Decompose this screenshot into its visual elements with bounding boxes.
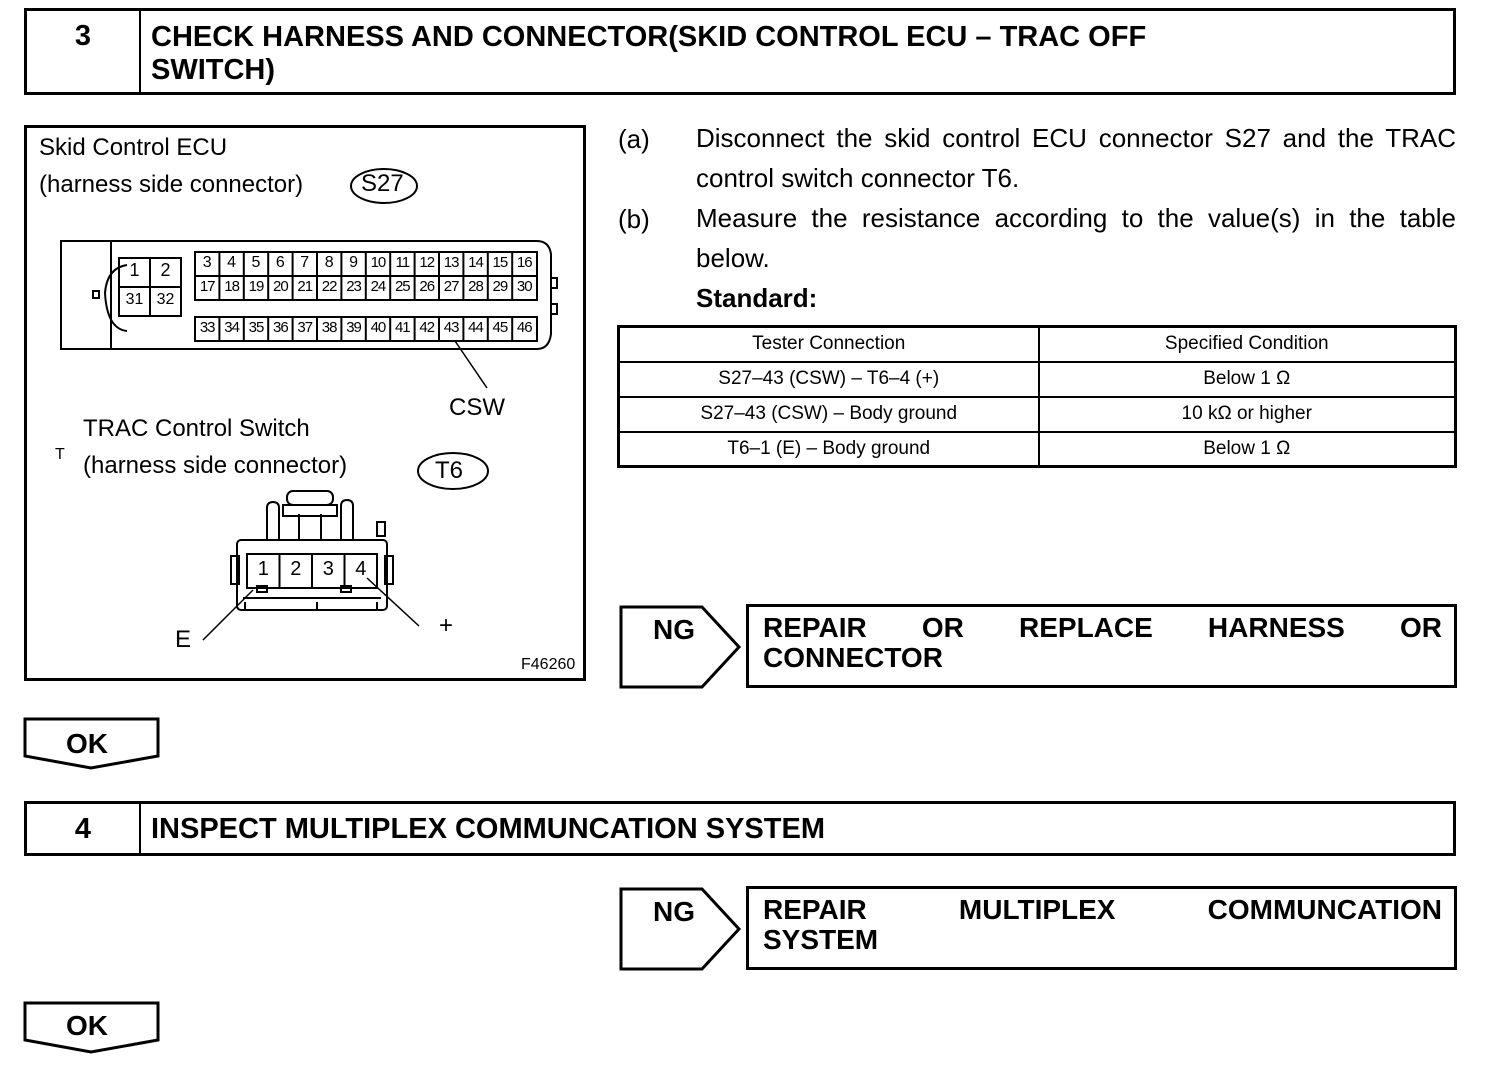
ecu-pin: 10 [370,254,386,271]
switch-pin-row [247,558,377,581]
ecu-pin: 8 [324,254,334,271]
table-cell: 10 kΩ or higher [1039,397,1456,432]
ecu-pin: 16 [516,254,532,271]
ecu-pin: 5 [251,254,261,271]
ecu-pin: 11 [395,254,410,271]
ng-result-box-2 [746,886,1457,970]
table-row [619,397,1456,432]
ecu-pin: 12 [419,254,435,271]
ecu-pin: 15 [492,254,508,271]
instruction-b-text: Measure the resistance according to the value(s) in the table below. [696,203,1456,273]
ecu-pin-row-3 [195,319,537,341]
plus-terminal-label: + [439,612,454,639]
switch-connector-body [231,491,393,610]
table-header-specified-condition: Specified Condition [1039,327,1456,362]
table-row [619,362,1456,397]
table-header-tester-connection: Tester Connection [619,327,1039,362]
ng-result-box-1 [746,604,1457,688]
ecu-pin: 18 [224,278,239,295]
resistance-spec-table [617,325,1457,468]
switch-subtitle: (harness side connector) [83,452,348,479]
instruction-a-label: (a) [618,124,650,154]
ecu-pin: 23 [346,278,361,295]
step-4-header [24,801,1456,856]
step-3-number: 3 [27,11,141,92]
plus-leader-line [367,578,419,626]
table-cell: S27–43 (CSW) – T6–4 (+) [619,362,1039,397]
e-leader-line [203,590,253,640]
standard-label: Standard: [696,283,818,313]
table-header-row [619,327,1456,362]
ng-label-1: NG [653,614,695,645]
step-3-title-line2: SWITCH) [151,54,276,86]
ecu-pin: 19 [248,278,264,295]
ecu-pin: 37 [297,319,313,336]
table-cell: Below 1 Ω [1039,362,1456,397]
ecu-pin-1: 1 [129,260,140,280]
ok-label-2: OK [66,1010,108,1041]
ecu-pin: 13 [443,254,459,271]
ecu-pin: 14 [468,254,483,271]
ecu-pin: 24 [370,278,386,295]
ecu-pin: 41 [394,319,410,336]
ecu-pin: 30 [516,278,532,295]
ecu-pin: 3 [202,254,212,271]
ng-result-2-line2: SYSTEM [763,924,879,955]
e-terminal-label: E [175,626,192,653]
ng-result-text-1 [763,613,1442,673]
step-4-number: 4 [27,804,141,853]
step-3-header [24,8,1456,95]
ecu-pin: 42 [419,319,435,336]
step-4-title: INSPECT MULTIPLEX COMMUNCATION SYSTEM [151,813,825,845]
table-row [619,432,1456,467]
ecu-pin: 40 [370,319,386,336]
ecu-pin-32: 32 [156,291,175,308]
ecu-pin-row-1 [195,254,537,276]
t6-label: T6 [435,457,464,484]
ecu-pin: 35 [248,319,264,336]
ecu-pin: 17 [199,278,215,295]
ecu-pin: 4 [227,254,237,271]
step-3-title-line1: CHECK HARNESS AND CONNECTOR(SKID CONTROL ECU – TRAC OFF [151,21,1147,53]
ecu-pin: 46 [516,319,532,336]
instruction-a-text: Disconnect the skid control ECU connector S27 and the TRAC control switch connector T6. [696,123,1456,193]
step-3-title [151,21,1445,87]
ecu-pin: 20 [273,278,288,295]
ecu-pin: 25 [394,278,410,295]
csw-label: CSW [449,394,505,421]
ecu-pin: 36 [273,319,288,336]
ecu-pin: 34 [224,319,239,336]
ecu-pin: 27 [443,278,459,295]
small-t-mark: T [55,446,65,463]
ecu-pin-2: 2 [160,260,171,280]
table-cell: T6–1 (E) – Body ground [619,432,1039,467]
ng-result-text-2 [763,895,1442,955]
ecu-pin: 38 [321,319,337,336]
ng-result-1-line2: CONNECTOR [763,642,943,673]
switch-pin-1: 1 [257,558,269,580]
table-cell: Below 1 Ω [1039,432,1456,467]
ecu-pin: 29 [492,278,508,295]
ng-result-1-line1: REPAIR OR REPLACE HARNESS OR [763,612,1442,643]
ecu-subtitle: (harness side connector) [39,171,304,198]
ecu-pin: 45 [492,319,508,336]
ecu-pin-31: 31 [125,291,144,308]
ecu-pin: 28 [468,278,483,295]
ng-result-2-line1: REPAIR MULTIPLEX COMMUNCATION [763,894,1442,925]
ecu-pin: 39 [346,319,361,336]
ecu-pin: 21 [297,278,313,295]
ecu-pin: 6 [275,254,285,271]
ok-label-1: OK [66,728,108,759]
ecu-pin: 9 [349,254,358,271]
s27-label: S27 [361,170,404,197]
ecu-pin-43: 43 [443,319,459,336]
ecu-pin: 33 [199,319,215,336]
table-cell: S27–43 (CSW) – Body ground [619,397,1039,432]
ecu-pin-row-2 [195,278,537,300]
instruction-b-label: (b) [618,204,650,234]
switch-title: TRAC Control Switch [83,415,310,442]
connector-figure [24,125,586,681]
ecu-pin: 7 [300,254,310,271]
switch-pin-3: 3 [322,558,334,580]
ng-label-2: NG [653,896,695,927]
switch-pin-2: 2 [290,558,302,580]
ecu-pin: 44 [468,319,483,336]
ecu-title: Skid Control ECU [39,134,228,161]
ecu-pin: 26 [419,278,435,295]
figure-id: F46260 [521,656,576,673]
ecu-pin: 22 [321,278,337,295]
switch-pin-4: 4 [355,558,367,580]
